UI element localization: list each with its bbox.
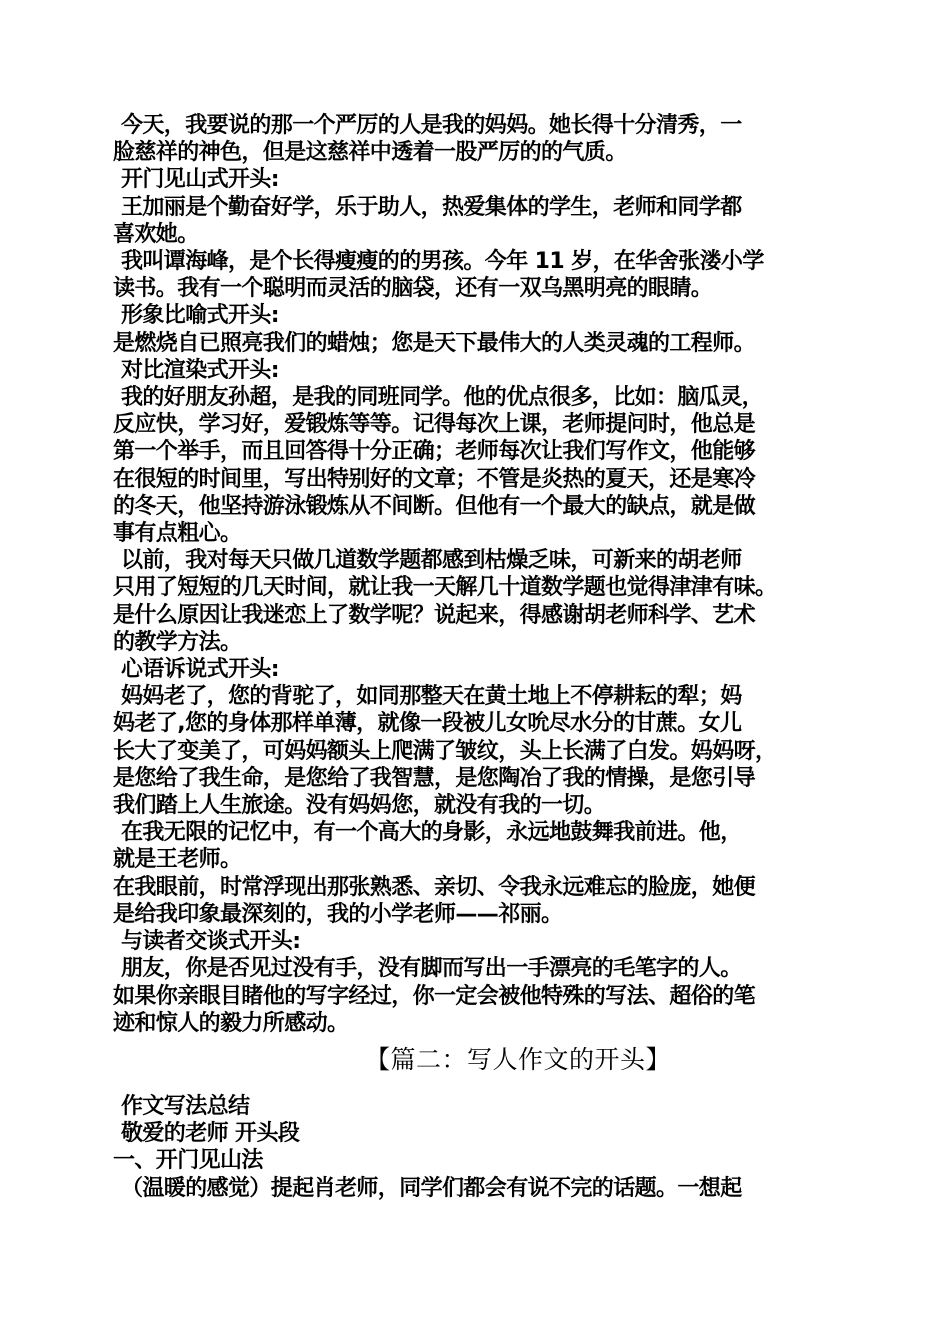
text-line: 就是王老师。: [113, 847, 242, 873]
document-page: [113, 112, 853, 1202]
text-line: 在我无限的记忆中，有一个高大的身影，永远地鼓舞我前进。他，: [121, 820, 742, 846]
text-line: 脸慈祥的神色，但是这慈祥中透着一股严厉的的气质。: [113, 140, 627, 166]
article-body-2: [113, 1093, 853, 1202]
text-line: 心语诉说式开头:: [121, 657, 279, 683]
text-line: 长大了变美了，可妈妈额头上爬满了皱纹，头上长满了白发。妈妈呀，: [113, 738, 777, 764]
text-line: 妈老了,您的身体那样单薄，就像一段被儿女吮尽水分的甘蔗。女儿: [113, 711, 742, 737]
text-line: 的冬天，他坚持游泳锻炼从不间断。但他有一个最大的缺点，就是做: [113, 493, 756, 519]
text-line: 是给我印象最深刻的，我的小学老师——祁丽。: [113, 901, 563, 927]
text-line: 敬爱的老师 开头段: [121, 1121, 300, 1147]
text-line: 反应快，学习好，爱锻炼等等。记得每次上课，老师提问时，他总是: [113, 412, 756, 438]
text-line: 我的好朋友孙超，是我的同班同学。他的优点很多，比如：脑瓜灵，: [121, 385, 764, 411]
text-line: 开门见山式开头:: [121, 167, 279, 193]
text-line: 的教学方法。: [113, 629, 242, 655]
text-line: 迹和惊人的毅力所感动。: [113, 1010, 349, 1036]
text-line: 今天，我要说的那一个严厉的人是我的妈妈。她长得十分清秀，一: [121, 113, 742, 138]
text-line: 王加丽是个勤奋好学，乐于助人，热爱集体的学生，老师和同学都: [121, 194, 742, 220]
text-line: 是您给了我生命，是您给了我智慧，是您陶冶了我的情操，是您引导: [113, 765, 756, 791]
text-line: 与读者交谈式开头:: [121, 929, 301, 955]
text-line: 作文写法总结: [121, 1093, 250, 1119]
article-body: [113, 112, 853, 1037]
text-line: 只用了短短的几天时间，就让我一天解几十道数学题也觉得津津有味。: [113, 575, 777, 601]
text-line: 如果你亲眼目睹他的写字经过，你一定会被他特殊的写法、超俗的笔: [113, 983, 756, 1009]
text-line: （温暖的感觉）提起肖老师，同学们都会有说不完的话题。一想起: [121, 1175, 742, 1201]
text-line: 喜欢她。: [113, 221, 199, 247]
text-line: 是燃烧自已照亮我们的蜡烛；您是天下最伟大的人类灵魂的工程师。: [113, 330, 756, 356]
text-line: 在我眼前，时常浮现出那张熟悉、亲切、令我永远难忘的脸庞，她便: [113, 874, 756, 900]
text-line: 读书。我有一个聪明而灵活的脑袋，还有一双乌黑明亮的眼睛。: [113, 276, 713, 302]
text-line: 形象比喻式开头:: [121, 303, 279, 329]
text-line: 妈妈老了，您的背驼了，如同那整天在黄土地上不停耕耘的犁；妈: [121, 684, 742, 710]
text-line: 第一个举手，而且回答得十分正确；老师每次让我们写作文，他能够: [113, 439, 756, 465]
section-title: 【篇二：写人作文的开头】: [364, 1044, 671, 1074]
text-line: 朋友，你是否见过没有手，没有脚而写出一手漂亮的毛笔字的人。: [121, 956, 742, 982]
text-line: 我们踏上人生旅途。没有妈妈您，就没有我的一切。: [113, 793, 606, 819]
text-line: 事有点粗心。: [113, 521, 242, 547]
text-line: 对比渲染式开头:: [121, 357, 279, 383]
text-line: 我叫谭海峰，是个长得瘦瘦的的男孩。今年 11 岁，在华舍张溇小学: [121, 249, 764, 275]
text-line: 是什么原因让我迷恋上了数学呢？说起来，得感谢胡老师科学、艺术: [113, 602, 756, 628]
text-line: 以前，我对每天只做几道数学题都感到枯燥乏味，可新来的胡老师: [121, 548, 742, 574]
text-line: 在很短的时间里，写出特别好的文章；不管是炎热的夏天，还是寒冷: [113, 466, 756, 492]
text-line: 一、开门见山法: [113, 1148, 263, 1174]
